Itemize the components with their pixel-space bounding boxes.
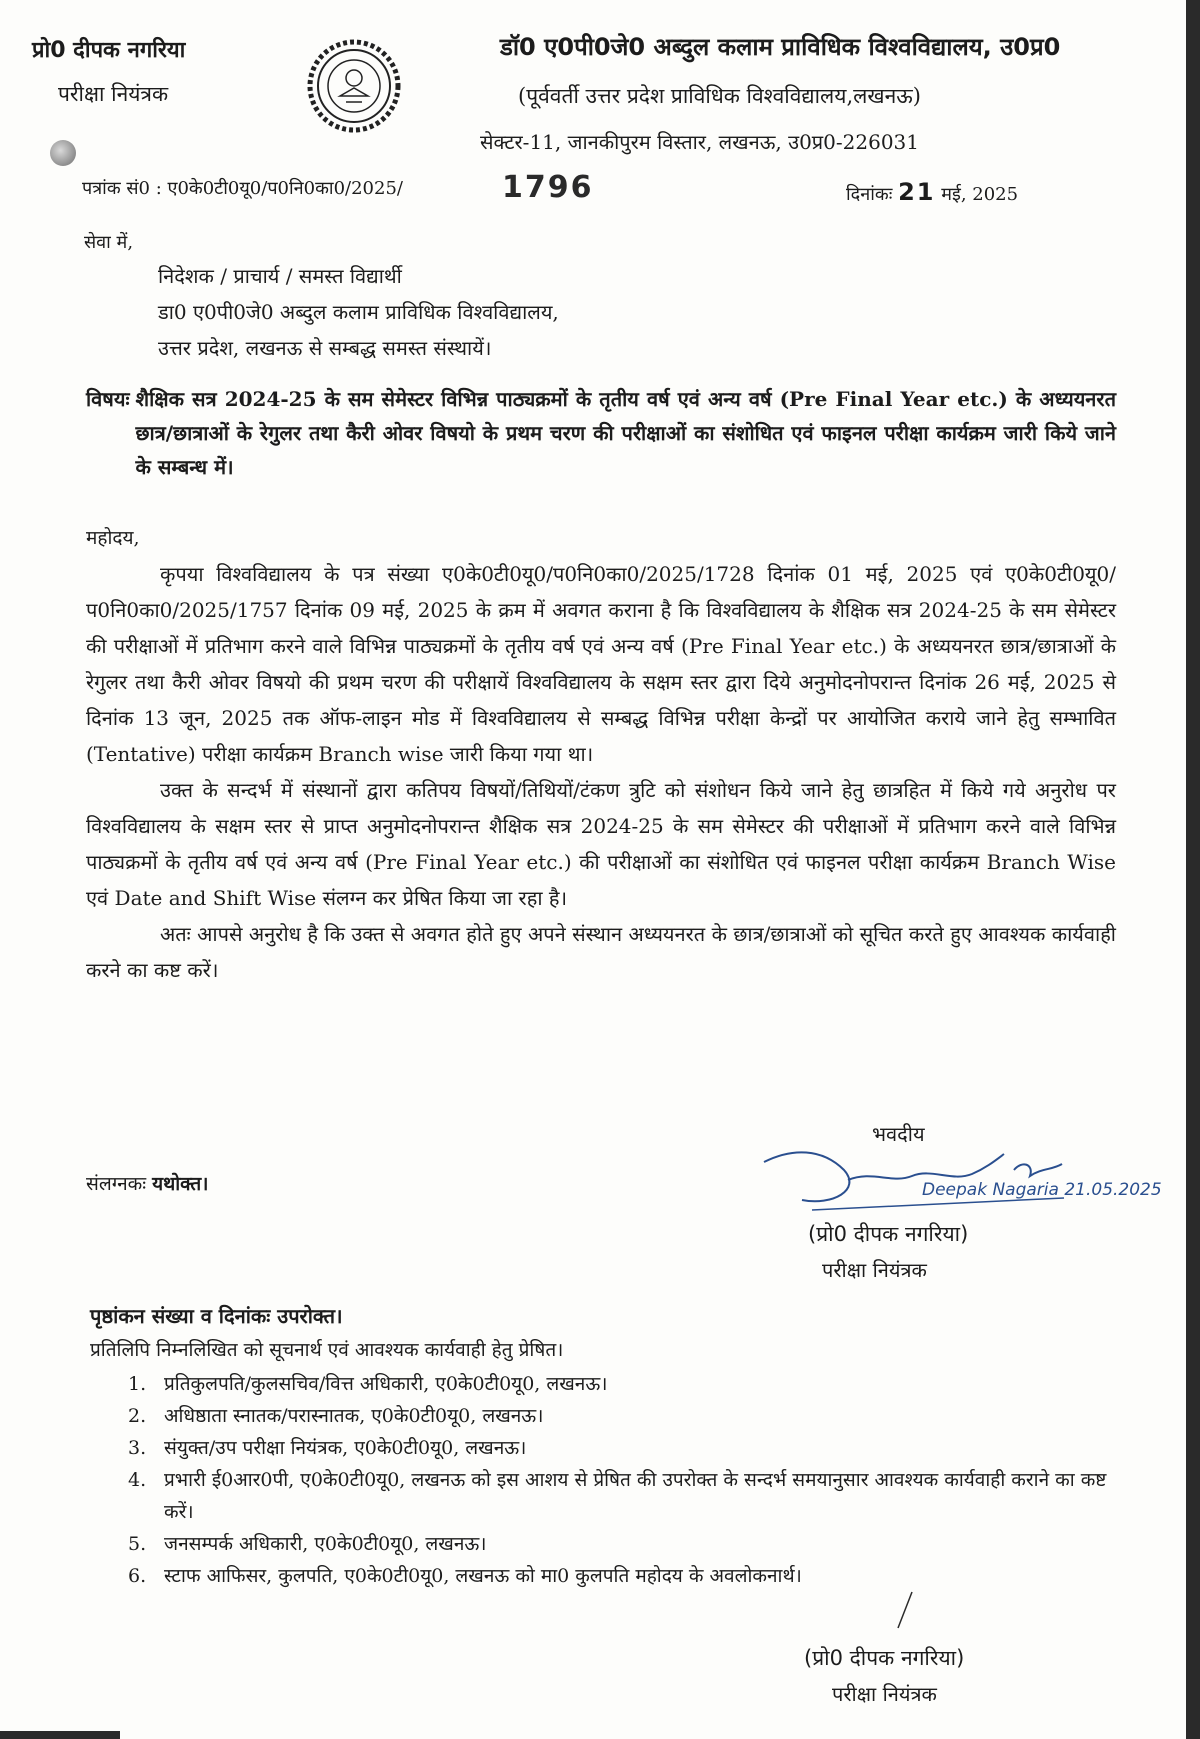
university-former-name: (पूर्ववर्ती उत्तर प्रदेश प्राविधिक विश्वविद्यालय,लखनऊ) — [518, 84, 921, 108]
list-item-number: 5. — [128, 1533, 147, 1555]
list-item — [128, 1400, 1118, 1432]
body-paragraph-3: अतः आपसे अनुरोध है कि उक्त से अवगत होते हुए अपने संस्थान अध्ययनरत के छात्र/छात्राओं को सूचित करते हुए आवश्यक कार्यवाही करने का कष्ट करें। — [86, 922, 1116, 982]
reference-number: 1796 — [502, 170, 594, 205]
enclosure — [86, 1170, 208, 1196]
list-item-text: प्रतिकुलपति/कुलसचिव/वित्त अधिकारी, ए0के0टी0यू0, लखनऊ। — [164, 1373, 608, 1395]
salutation: महोदय, — [86, 527, 140, 549]
initial-stroke-mark — [890, 1590, 920, 1630]
list-item-number: 2. — [128, 1405, 147, 1427]
signature-text: Deepak Nagaria 21.05.2025 — [922, 1180, 1162, 1200]
enclosure-value: यथोक्त। — [152, 1173, 209, 1195]
date-month-year: मई, 2025 — [941, 184, 1019, 205]
list-item — [128, 1464, 1118, 1528]
list-item-text: अधिष्ठाता स्नातक/परास्नातक, ए0के0टी0यू0, लखनऊ। — [164, 1405, 544, 1427]
copy-list — [128, 1368, 1118, 1592]
body-paragraph-2: उक्त के सन्दर्भ में संस्थानों द्वारा कतिपय विषयों/तिथियों/टंकण त्रुटि को संशोधन किये जाने हेतु छात्रहित में किये गये अनुरोध पर विश्वविद्यालय के सक्षम स्तर से प्राप्त अनुमोदनोपरान्त शैक्षिक सत्र 2024-25 के सम सेमेस्टर की परीक्षाओं में प्रतिभाग करने वाले विभिन्न पाठ्यक्रमों के तृतीय वर्ष एवं अन्य वर्ष (Pre Final Year etc.) की परीक्षाओं का संशोधित एवं फाइनल परीक्षा कार्यक्रम Branch Wise एवं Date and Shift Wise संलग्न कर प्रेषित किया जा रहा है। — [86, 778, 1116, 910]
endorsement-heading: पृष्ठांकन संख्या व दिनांकः उपरोक्त। — [90, 1304, 343, 1328]
university-seal-icon — [306, 38, 402, 134]
signature-image — [752, 1140, 1162, 1220]
addressee-to: सेवा में, — [84, 232, 134, 253]
subject-label: विषयः — [86, 387, 130, 411]
list-item — [128, 1432, 1118, 1464]
endorsement-intro: प्रतिलिपि निम्नलिखित को सूचनार्थ एवं आवश्यक कार्यवाही हेतु प्रेषित। — [90, 1339, 564, 1361]
addressee-line-3: उत्तर प्रदेश, लखनऊ से सम्बद्ध समस्त संस्थायें। — [158, 336, 492, 360]
header-left-name: प्रो0 दीपक नगरिया — [32, 38, 186, 63]
scan-edge-shadow — [1186, 0, 1200, 1739]
signatory-designation: परीक्षा नियंत्रक — [822, 1258, 927, 1282]
university-name: डॉ0 ए0पी0जे0 अब्दुल कलाम प्राविधिक विश्वविद्यालय, उ0प्र0 — [500, 33, 1061, 61]
list-item — [128, 1560, 1118, 1592]
signatory-name: (प्रो0 दीपक नगरिया) — [808, 1222, 969, 1246]
subject — [86, 382, 1116, 484]
list-item-number: 6. — [128, 1565, 147, 1587]
list-item — [128, 1528, 1118, 1560]
letter-body — [86, 556, 1116, 988]
endorsement-signatory-designation: परीक्षा नियंत्रक — [832, 1682, 937, 1706]
list-item-text: जनसम्पर्क अधिकारी, ए0के0टी0यू0, लखनऊ। — [164, 1533, 487, 1555]
endorsement-signatory-name: (प्रो0 दीपक नगरिया) — [804, 1646, 965, 1670]
list-item-text: स्टाफ आफिसर, कुलपति, ए0के0टी0यू0, लखनऊ को मा0 कुलपति महोदय के अवलोकनार्थ। — [164, 1565, 802, 1587]
punch-hole-mark — [50, 140, 76, 166]
addressee-line-1: निदेशक / प्राचार्य / समस्त विद्यार्थी — [158, 264, 402, 288]
date-day: 21 — [898, 178, 936, 206]
header-left-designation: परीक्षा नियंत्रक — [58, 82, 169, 106]
enclosure-label: संलग्नकः — [86, 1173, 147, 1195]
scan-corner-shadow — [0, 1731, 120, 1739]
list-item-number: 4. — [128, 1469, 147, 1491]
list-item — [128, 1368, 1118, 1400]
list-item-number: 3. — [128, 1437, 147, 1459]
reference-date — [846, 178, 1018, 206]
university-address: सेक्टर-11, जानकीपुरम विस्तार, लखनऊ, उ0प्र0-226031 — [480, 130, 920, 154]
body-paragraph-1: कृपया विश्वविद्यालय के पत्र संख्या ए0के0टी0यू0/प0नि0का0/2025/1728 दिनांक 01 मई, 2025 एवं ए0के0टी0यू0/प0नि0का0/2025/1757 दिनांक 09 मई, 2025 के क्रम में अवगत कराना है कि विश्वविद्यालय के शैक्षिक सत्र 2024-25 के सम सेमेस्टर की परीक्षाओं में प्रतिभाग करने वाले विभिन्न पाठ्यक्रमों के तृतीय वर्ष एवं अन्य वर्ष (Pre Final Year etc.) के अध्ययनरत छात्र/छात्राओं के रेगुलर तथा कैरी ओवर विषयो की प्रथम चरण की परीक्षायें विश्वविद्यालय के सक्षम स्तर द्वारा दिये अनुमोदनोपरान्त दिनांक 26 मई, 2025 से दिनांक 13 जून, 2025 तक ऑफ-लाइन मोड में विश्वविद्यालय से सम्बद्ध विभिन्न परीक्षा केन्द्रों पर आयोजित कराये जाने हेतु सम्भावित (Tentative) परीक्षा कार्यक्रम Branch wise जारी किया गया था। — [86, 562, 1116, 766]
list-item-text: संयुक्त/उप परीक्षा नियंत्रक, ए0के0टी0यू0, लखनऊ। — [164, 1437, 527, 1459]
closing-yours: भवदीय — [872, 1122, 925, 1146]
list-item-text: प्रभारी ई0आर0पी, ए0के0टी0यू0, लखनऊ को इस आशय से प्रेषित की उपरोक्त के सन्दर्भ समयानुसार आवश्यक कार्यवाही कराने का कष्ट करें। — [164, 1469, 1107, 1523]
addressee-line-2: डा0 ए0पी0जे0 अब्दुल कलाम प्राविधिक विश्वविद्यालय, — [158, 300, 559, 324]
subject-text: शैक्षिक सत्र 2024-25 के सम सेमेस्टर विभिन्न पाठ्यक्रमों के तृतीय वर्ष एवं अन्य वर्ष (Pre Final Year etc.) के अध्ययनरत छात्र/छात्राओं के रेगुलर तथा कैरी ओवर विषयो के प्रथम चरण की परीक्षाओं का संशोधित एवं फाइनल परीक्षा कार्यक्रम जारी किये जाने के सम्बन्ध में। — [135, 387, 1116, 479]
list-item-number: 1. — [128, 1373, 147, 1395]
date-label: दिनांकः — [846, 184, 893, 205]
reference-label: पत्रांक सं0 : ए0के0टी0यू0/प0नि0का0/2025/ — [82, 178, 403, 199]
